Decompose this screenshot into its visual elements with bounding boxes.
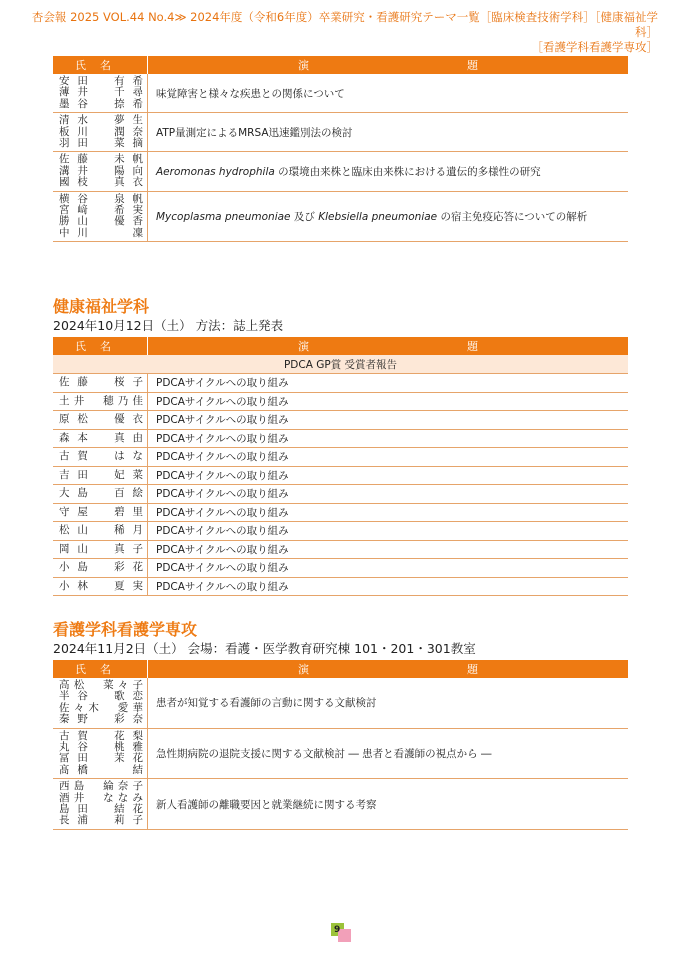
title-cell <box>148 152 629 191</box>
section-title: 看護学科看護学専攻 <box>53 620 198 639</box>
student-name: 土井 穂乃佳 <box>59 394 143 407</box>
table-row <box>53 485 628 504</box>
student-name: 佐々木 愛華 <box>59 701 143 714</box>
name-column-header: 氏名 <box>53 56 148 74</box>
table-row <box>53 392 628 411</box>
student-name: 佐藤 桜子 <box>59 376 143 389</box>
title-cell: PDCAサイクルへの取り組み <box>148 540 629 559</box>
table-row <box>53 113 628 152</box>
table-row <box>53 448 628 467</box>
student-name: 長浦 莉子 <box>59 814 143 827</box>
section-title: 健康福祉学科 <box>53 297 150 316</box>
student-name: 岡山 真子 <box>59 542 143 555</box>
student-name: 島田 結花 <box>59 803 143 816</box>
table-row <box>53 411 628 430</box>
title-cell: PDCAサイクルへの取り組み <box>148 374 629 393</box>
organism-name: Mycoplasma pneumoniae <box>156 210 291 223</box>
section-subtitle: 2024年11月2日（土） 会場：看護・医学教育研究棟 101・201・301教室 <box>53 641 476 656</box>
table-row <box>53 503 628 522</box>
names-cell <box>53 779 148 830</box>
page-number-badge <box>331 923 353 943</box>
names-cell <box>53 152 148 191</box>
student-name: 中川 凜 <box>59 226 143 239</box>
title-cell: 患者が知覚する看護師の言動に関する文献検討 <box>148 678 629 728</box>
title-cell: PDCAサイクルへの取り組み <box>148 411 629 430</box>
table-row <box>53 728 628 779</box>
student-name: 吉田 妃菜 <box>59 468 143 481</box>
student-name: 羽田 菜摘 <box>59 137 143 150</box>
page-number: 9 <box>334 925 341 935</box>
names-cell <box>53 113 148 152</box>
names-cell <box>53 678 148 728</box>
title-cell <box>148 191 629 242</box>
section-subtitle: 2024年10月12日（土） 方法：誌上発表 <box>53 318 284 333</box>
student-name: 西島 綸奈子 <box>59 780 143 793</box>
name-column-header: 氏名 <box>53 337 148 355</box>
student-name: 酒井 ななみ <box>59 791 143 804</box>
student-name: 薄井 千尋 <box>59 86 143 99</box>
title-text: の環境由来株と臨床由来株における遺伝的多様性の研究 <box>274 166 541 179</box>
title-cell: PDCAサイクルへの取り組み <box>148 448 629 467</box>
title-cell: PDCAサイクルへの取り組み <box>148 522 629 541</box>
title-cell: PDCAサイクルへの取り組み <box>148 429 629 448</box>
table-row <box>53 540 628 559</box>
table-row <box>53 429 628 448</box>
header-line-2: ［看護学科看護学専攻］ <box>531 40 658 54</box>
student-name: 墨谷 捺希 <box>59 97 143 110</box>
student-name: 小島 彩花 <box>59 561 143 574</box>
title-cell: ATP量測定によるMRSA迅速鑑別法の検討 <box>148 113 629 152</box>
table-row <box>53 152 628 191</box>
name-column-header: 氏名 <box>53 660 148 678</box>
award-label: PDCA GP賞 受賞者報告 <box>53 355 628 374</box>
table-row <box>53 559 628 578</box>
welfare-section <box>53 297 628 596</box>
title-column-header: 演 題 <box>148 337 629 355</box>
student-name: 小林 夏実 <box>59 579 143 592</box>
student-name: 溝井 陽向 <box>59 164 143 177</box>
title-column-header: 演 題 <box>148 56 629 74</box>
student-name: 板川 潤奈 <box>59 125 143 138</box>
names-cell <box>53 728 148 779</box>
names-cell <box>53 191 148 242</box>
title-cell: PDCAサイクルへの取り組み <box>148 485 629 504</box>
clinical-section <box>53 56 628 242</box>
table-row <box>53 577 628 596</box>
title-cell: 新人看護師の離職要因と就業継続に関する考察 <box>148 779 629 830</box>
title-cell: PDCAサイクルへの取り組み <box>148 559 629 578</box>
organism-name: Klebsiella pneumoniae <box>318 210 438 223</box>
table-header-row <box>53 337 628 355</box>
student-name: 横谷 泉帆 <box>59 192 143 205</box>
student-name: 守屋 碧里 <box>59 505 143 518</box>
welfare-table <box>53 337 628 596</box>
student-name: 安田 有希 <box>59 75 143 87</box>
names-cell <box>53 74 148 113</box>
student-name: 半谷 歌恋 <box>59 690 143 703</box>
running-header <box>18 10 658 55</box>
table-row <box>53 466 628 485</box>
title-text: 及び <box>290 210 319 223</box>
table-row <box>53 779 628 830</box>
table-row <box>53 678 628 728</box>
student-name: 原松 優衣 <box>59 413 143 426</box>
table-header-row <box>53 56 628 74</box>
table-header-row <box>53 660 628 678</box>
student-name: 松山 稀月 <box>59 524 143 537</box>
student-name: 國枝 真衣 <box>59 176 143 189</box>
title-cell: PDCAサイクルへの取り組み <box>148 577 629 596</box>
student-name: 冨田 茉花 <box>59 752 143 765</box>
nursing-section <box>53 620 628 830</box>
award-row <box>53 355 628 374</box>
title-cell: PDCAサイクルへの取り組み <box>148 466 629 485</box>
table-row <box>53 191 628 242</box>
title-cell: 味覚障害と様々な疾患との関係について <box>148 74 629 113</box>
student-name: 秦野 彩奈 <box>59 713 143 726</box>
student-name: 勝山 優香 <box>59 215 143 228</box>
table-row <box>53 374 628 393</box>
title-cell: PDCAサイクルへの取り組み <box>148 503 629 522</box>
student-name: 高松 菜々子 <box>59 679 143 691</box>
student-name: 大島 百絵 <box>59 487 143 500</box>
title-cell: 急性期病院の退院支援に関する文献検討 ― 患者と看護師の視点から ― <box>148 728 629 779</box>
student-name: 古賀 花梨 <box>59 729 143 742</box>
student-name: 古賀 はな <box>59 450 143 463</box>
nursing-table <box>53 660 628 830</box>
header-line-1: 杏会報 2025 VOL.44 No.4≫ 2024年度（令和6年度）卒業研究・看護研究テーマ一覧［臨床検査技術学科］［健康福祉学科］ <box>31 10 658 39</box>
student-name: 髙橋 結 <box>59 763 143 776</box>
title-column-header: 演 題 <box>148 660 629 678</box>
table-row <box>53 522 628 541</box>
title-text: の宿主免疫応答についての解析 <box>437 210 588 223</box>
organism-name: Aeromonas hydrophila <box>156 166 275 179</box>
student-name: 丸谷 桃雅 <box>59 741 143 754</box>
title-cell: PDCAサイクルへの取り組み <box>148 392 629 411</box>
table-row <box>53 74 628 113</box>
clinical-table <box>53 56 628 242</box>
student-name: 森本 真由 <box>59 431 143 444</box>
student-name: 宮﨑 希実 <box>59 204 143 217</box>
student-name: 清水 夢生 <box>59 114 143 127</box>
student-name: 佐藤 未帆 <box>59 153 143 166</box>
